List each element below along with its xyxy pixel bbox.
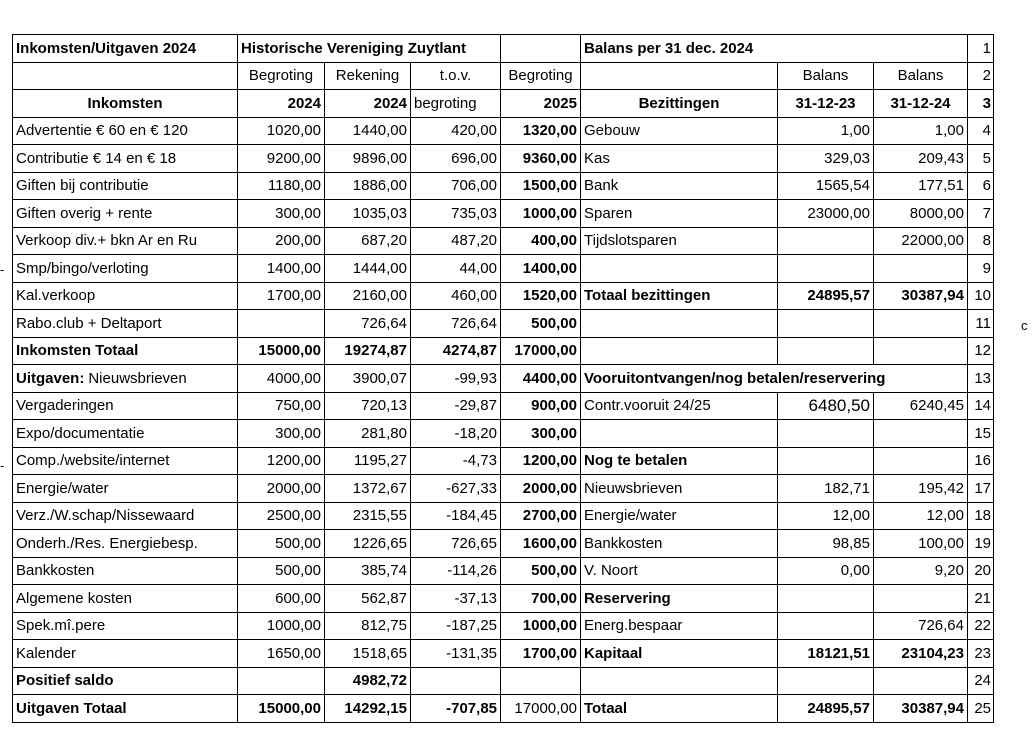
table-cell: 23 — [968, 640, 994, 668]
table-cell: 500,00 — [238, 530, 325, 558]
table-cell: 1565,54 — [778, 172, 874, 200]
table-cell: Nieuwsbrieven — [581, 475, 778, 503]
edge-mark: - — [0, 458, 5, 473]
table-cell: 2160,00 — [325, 282, 411, 310]
table-cell — [874, 585, 968, 613]
table-cell: Kal.verkoop — [13, 282, 238, 310]
table-cell: 23000,00 — [778, 200, 874, 228]
table-cell: Smp/bingo/verloting — [13, 255, 238, 283]
table-cell — [581, 255, 778, 283]
table-row — [13, 282, 994, 310]
table-cell: 400,00 — [501, 227, 581, 255]
table-cell: 600,00 — [238, 585, 325, 613]
table-cell: 4400,00 — [501, 365, 581, 393]
table-cell: 300,00 — [238, 420, 325, 448]
table-cell: Inkomsten Totaal — [13, 337, 238, 365]
table-cell: 500,00 — [238, 557, 325, 585]
table-cell: Inkomsten/Uitgaven 2024 — [13, 35, 238, 63]
table-cell: 9896,00 — [325, 145, 411, 173]
table-cell: 500,00 — [501, 557, 581, 585]
table-cell: Verkoop div.+ bkn Ar en Ru — [13, 227, 238, 255]
table-row — [13, 227, 994, 255]
table-cell: 1400,00 — [501, 255, 581, 283]
table-cell: Energ.bespaar — [581, 612, 778, 640]
table-cell — [581, 62, 778, 90]
table-cell: 562,87 — [325, 585, 411, 613]
table-row — [13, 172, 994, 200]
table-cell — [778, 310, 874, 338]
table-row — [13, 337, 994, 365]
table-cell: -627,33 — [411, 475, 501, 503]
table-cell: Comp./website/internet — [13, 447, 238, 475]
table-cell: Expo/documentatie — [13, 420, 238, 448]
table-cell: Rabo.club + Deltaport — [13, 310, 238, 338]
table-cell: 1000,00 — [238, 612, 325, 640]
table-cell: 3 — [968, 90, 994, 118]
table-cell: 1,00 — [874, 117, 968, 145]
table-cell: 2024 — [325, 90, 411, 118]
table-cell: 2024 — [238, 90, 325, 118]
table-cell: Begroting — [238, 62, 325, 90]
table-cell: 2000,00 — [238, 475, 325, 503]
table-cell: 2700,00 — [501, 502, 581, 530]
table-cell: 15000,00 — [238, 695, 325, 723]
table-row — [13, 502, 994, 530]
table-cell: 11 — [968, 310, 994, 338]
table-cell: Uitgaven Totaal — [13, 695, 238, 723]
table-cell: -37,13 — [411, 585, 501, 613]
table-cell: 22000,00 — [874, 227, 968, 255]
table-cell — [411, 667, 501, 695]
table-cell: 44,00 — [411, 255, 501, 283]
table-cell — [874, 420, 968, 448]
table-cell: 24 — [968, 667, 994, 695]
table-cell: 2000,00 — [501, 475, 581, 503]
table-cell: -4,73 — [411, 447, 501, 475]
table-cell: 18 — [968, 502, 994, 530]
table-cell: 1372,67 — [325, 475, 411, 503]
table-cell: 30387,94 — [874, 695, 968, 723]
table-cell: 1444,00 — [325, 255, 411, 283]
table-row — [13, 392, 994, 420]
table-cell — [238, 667, 325, 695]
table-cell: Begroting — [501, 62, 581, 90]
table-cell: 15 — [968, 420, 994, 448]
table-cell: 4000,00 — [238, 365, 325, 393]
table-cell: 696,00 — [411, 145, 501, 173]
table-cell: 31-12-24 — [874, 90, 968, 118]
table-cell: Sparen — [581, 200, 778, 228]
table-cell: 100,00 — [874, 530, 968, 558]
table-row — [13, 117, 994, 145]
table-cell: 1886,00 — [325, 172, 411, 200]
table-cell: t.o.v. — [411, 62, 501, 90]
table-cell: 1000,00 — [501, 612, 581, 640]
table-row — [13, 145, 994, 173]
table-cell: Contr.vooruit 24/25 — [581, 392, 778, 420]
table-cell — [501, 35, 581, 63]
table-cell: 30387,94 — [874, 282, 968, 310]
table-cell: 8000,00 — [874, 200, 968, 228]
table-cell: Totaal bezittingen — [581, 282, 778, 310]
table-cell: -184,45 — [411, 502, 501, 530]
spreadsheet-table — [12, 34, 994, 723]
table-cell: 2315,55 — [325, 502, 411, 530]
table-cell: 1700,00 — [238, 282, 325, 310]
table-cell: 24895,57 — [778, 282, 874, 310]
table-row — [13, 447, 994, 475]
table-cell: 487,20 — [411, 227, 501, 255]
table-cell: Giften bij contributie — [13, 172, 238, 200]
table-cell: Totaal — [581, 695, 778, 723]
table-cell — [778, 612, 874, 640]
table-cell: 14292,15 — [325, 695, 411, 723]
budget-balance-sheet — [12, 34, 994, 723]
table-cell: 1226,65 — [325, 530, 411, 558]
table-cell — [778, 585, 874, 613]
table-cell: 195,42 — [874, 475, 968, 503]
table-cell: 12 — [968, 337, 994, 365]
table-cell: 735,03 — [411, 200, 501, 228]
table-cell: 13 — [968, 365, 994, 393]
table-cell: 1500,00 — [501, 172, 581, 200]
table-cell — [501, 667, 581, 695]
table-cell: Energie/water — [581, 502, 778, 530]
table-cell: 300,00 — [501, 420, 581, 448]
table-cell: Bankkosten — [13, 557, 238, 585]
table-cell: V. Noort — [581, 557, 778, 585]
table-cell: 3900,07 — [325, 365, 411, 393]
table-cell: 209,43 — [874, 145, 968, 173]
table-cell: Verz./W.schap/Nissewaard — [13, 502, 238, 530]
table-cell: -99,93 — [411, 365, 501, 393]
table-cell: 687,20 — [325, 227, 411, 255]
table-cell: Balans — [778, 62, 874, 90]
table-cell — [581, 337, 778, 365]
table-cell: 23104,23 — [874, 640, 968, 668]
table-cell: 726,64 — [874, 612, 968, 640]
table-cell: Giften overig + rente — [13, 200, 238, 228]
table-cell — [778, 255, 874, 283]
table-cell: 1440,00 — [325, 117, 411, 145]
table-cell: 21 — [968, 585, 994, 613]
table-cell: Positief saldo — [13, 667, 238, 695]
table-cell: 17000,00 — [501, 695, 581, 723]
table-cell: 720,13 — [325, 392, 411, 420]
table-cell: 0,00 — [778, 557, 874, 585]
table-cell: 1200,00 — [238, 447, 325, 475]
table-cell: 9 — [968, 255, 994, 283]
table-cell — [778, 447, 874, 475]
table-cell: 1195,27 — [325, 447, 411, 475]
table-cell: 1600,00 — [501, 530, 581, 558]
table-cell: 1518,65 — [325, 640, 411, 668]
table-cell: 4982,72 — [325, 667, 411, 695]
table-cell: 1180,00 — [238, 172, 325, 200]
table-row — [13, 62, 994, 90]
table-cell: 1200,00 — [501, 447, 581, 475]
table-cell: 2025 — [501, 90, 581, 118]
table-cell: 25 — [968, 695, 994, 723]
table-row — [13, 200, 994, 228]
table-row — [13, 420, 994, 448]
table-cell: Kapitaal — [581, 640, 778, 668]
table-cell: 812,75 — [325, 612, 411, 640]
table-cell: 14 — [968, 392, 994, 420]
table-cell: 5 — [968, 145, 994, 173]
table-cell: 12,00 — [874, 502, 968, 530]
table-row — [13, 90, 994, 118]
table-cell: 726,64 — [411, 310, 501, 338]
table-cell: Kalender — [13, 640, 238, 668]
table-cell: 200,00 — [238, 227, 325, 255]
table-cell: 9,20 — [874, 557, 968, 585]
table-cell: 8 — [968, 227, 994, 255]
table-cell: Balans — [874, 62, 968, 90]
table-cell: begroting — [411, 90, 501, 118]
table-cell: Balans per 31 dec. 2024 — [581, 35, 968, 63]
table-cell: Bankkosten — [581, 530, 778, 558]
table-cell: 15000,00 — [238, 337, 325, 365]
table-cell: -29,87 — [411, 392, 501, 420]
table-cell: Nog te betalen — [581, 447, 778, 475]
table-cell: 6 — [968, 172, 994, 200]
table-cell: 750,00 — [238, 392, 325, 420]
table-cell: Vooruitontvangen/nog betalen/reservering — [581, 365, 968, 393]
table-cell — [581, 667, 778, 695]
table-cell: 6480,50 — [778, 392, 874, 420]
table-cell: 10 — [968, 282, 994, 310]
section-label: Uitgaven: — [16, 369, 85, 387]
table-cell — [778, 420, 874, 448]
table-cell: -131,35 — [411, 640, 501, 668]
table-row — [13, 557, 994, 585]
table-row — [13, 35, 994, 63]
table-cell: 1650,00 — [238, 640, 325, 668]
table-cell: Algemene kosten — [13, 585, 238, 613]
table-row — [13, 640, 994, 668]
table-row — [13, 365, 994, 393]
table-cell: 726,65 — [411, 530, 501, 558]
table-cell — [874, 447, 968, 475]
table-cell — [778, 337, 874, 365]
table-cell: 1,00 — [778, 117, 874, 145]
table-cell: Rekening — [325, 62, 411, 90]
table-cell: 1000,00 — [501, 200, 581, 228]
table-cell: -18,20 — [411, 420, 501, 448]
table-cell: 4 — [968, 117, 994, 145]
table-cell — [778, 227, 874, 255]
cell-text: Nieuwsbrieven — [88, 369, 187, 387]
table-cell: 281,80 — [325, 420, 411, 448]
table-cell: Energie/water — [13, 475, 238, 503]
table-cell: 329,03 — [778, 145, 874, 173]
table-cell: 9360,00 — [501, 145, 581, 173]
table-cell: Spek.mî.pere — [13, 612, 238, 640]
table-cell: 706,00 — [411, 172, 501, 200]
edge-mark: c — [1021, 318, 1028, 333]
table-cell: 1 — [968, 35, 994, 63]
table-row — [13, 310, 994, 338]
table-cell: 1035,03 — [325, 200, 411, 228]
table-cell: Bank — [581, 172, 778, 200]
edge-mark: - — [0, 262, 5, 277]
table-cell: Reservering — [581, 585, 778, 613]
table-cell: 18121,51 — [778, 640, 874, 668]
table-cell: 17000,00 — [501, 337, 581, 365]
table-cell: Advertentie € 60 en € 120 — [13, 117, 238, 145]
table-cell: 460,00 — [411, 282, 501, 310]
table-row — [13, 585, 994, 613]
table-cell: Kas — [581, 145, 778, 173]
table-cell — [581, 310, 778, 338]
table-cell — [778, 667, 874, 695]
table-cell: -187,25 — [411, 612, 501, 640]
table-cell: 31-12-23 — [778, 90, 874, 118]
table-cell: Gebouw — [581, 117, 778, 145]
table-cell: 7 — [968, 200, 994, 228]
table-cell: -707,85 — [411, 695, 501, 723]
table-cell: 98,85 — [778, 530, 874, 558]
table-cell: 500,00 — [501, 310, 581, 338]
table-row — [13, 695, 994, 723]
table-cell: 1320,00 — [501, 117, 581, 145]
table-cell: 177,51 — [874, 172, 968, 200]
table-cell: 20 — [968, 557, 994, 585]
table-cell: 19274,87 — [325, 337, 411, 365]
table-cell — [874, 667, 968, 695]
table-cell: 17 — [968, 475, 994, 503]
table-cell: Inkomsten — [13, 90, 238, 118]
table-cell: 1400,00 — [238, 255, 325, 283]
table-cell: 900,00 — [501, 392, 581, 420]
table-cell: -114,26 — [411, 557, 501, 585]
table-cell: 22 — [968, 612, 994, 640]
table-cell — [581, 420, 778, 448]
table-cell: 182,71 — [778, 475, 874, 503]
table-cell: Bezittingen — [581, 90, 778, 118]
table-row — [13, 612, 994, 640]
table-row — [13, 667, 994, 695]
table-cell — [874, 310, 968, 338]
table-cell: 2500,00 — [238, 502, 325, 530]
table-cell: 16 — [968, 447, 994, 475]
table-cell: Contributie € 14 en € 18 — [13, 145, 238, 173]
table-cell — [13, 62, 238, 90]
table-cell: Onderh./Res. Energiebesp. — [13, 530, 238, 558]
table-cell: 12,00 — [778, 502, 874, 530]
table-cell: 19 — [968, 530, 994, 558]
table-cell: 1520,00 — [501, 282, 581, 310]
table-cell: 300,00 — [238, 200, 325, 228]
table-cell: 24895,57 — [778, 695, 874, 723]
table-cell: 700,00 — [501, 585, 581, 613]
table-cell: 420,00 — [411, 117, 501, 145]
table-cell — [874, 337, 968, 365]
table-cell: 1700,00 — [501, 640, 581, 668]
table-cell: 385,74 — [325, 557, 411, 585]
table-row — [13, 475, 994, 503]
table-cell: 2 — [968, 62, 994, 90]
table-cell — [874, 255, 968, 283]
table-cell: 9200,00 — [238, 145, 325, 173]
table-cell — [13, 365, 238, 393]
table-cell: 726,64 — [325, 310, 411, 338]
table-cell — [238, 310, 325, 338]
table-row — [13, 255, 994, 283]
table-row — [13, 530, 994, 558]
table-cell: 4274,87 — [411, 337, 501, 365]
table-cell: Vergaderingen — [13, 392, 238, 420]
table-cell: 1020,00 — [238, 117, 325, 145]
table-cell: Tijdslotsparen — [581, 227, 778, 255]
table-cell: 6240,45 — [874, 392, 968, 420]
table-cell: Historische Vereniging Zuytlant — [238, 35, 501, 63]
